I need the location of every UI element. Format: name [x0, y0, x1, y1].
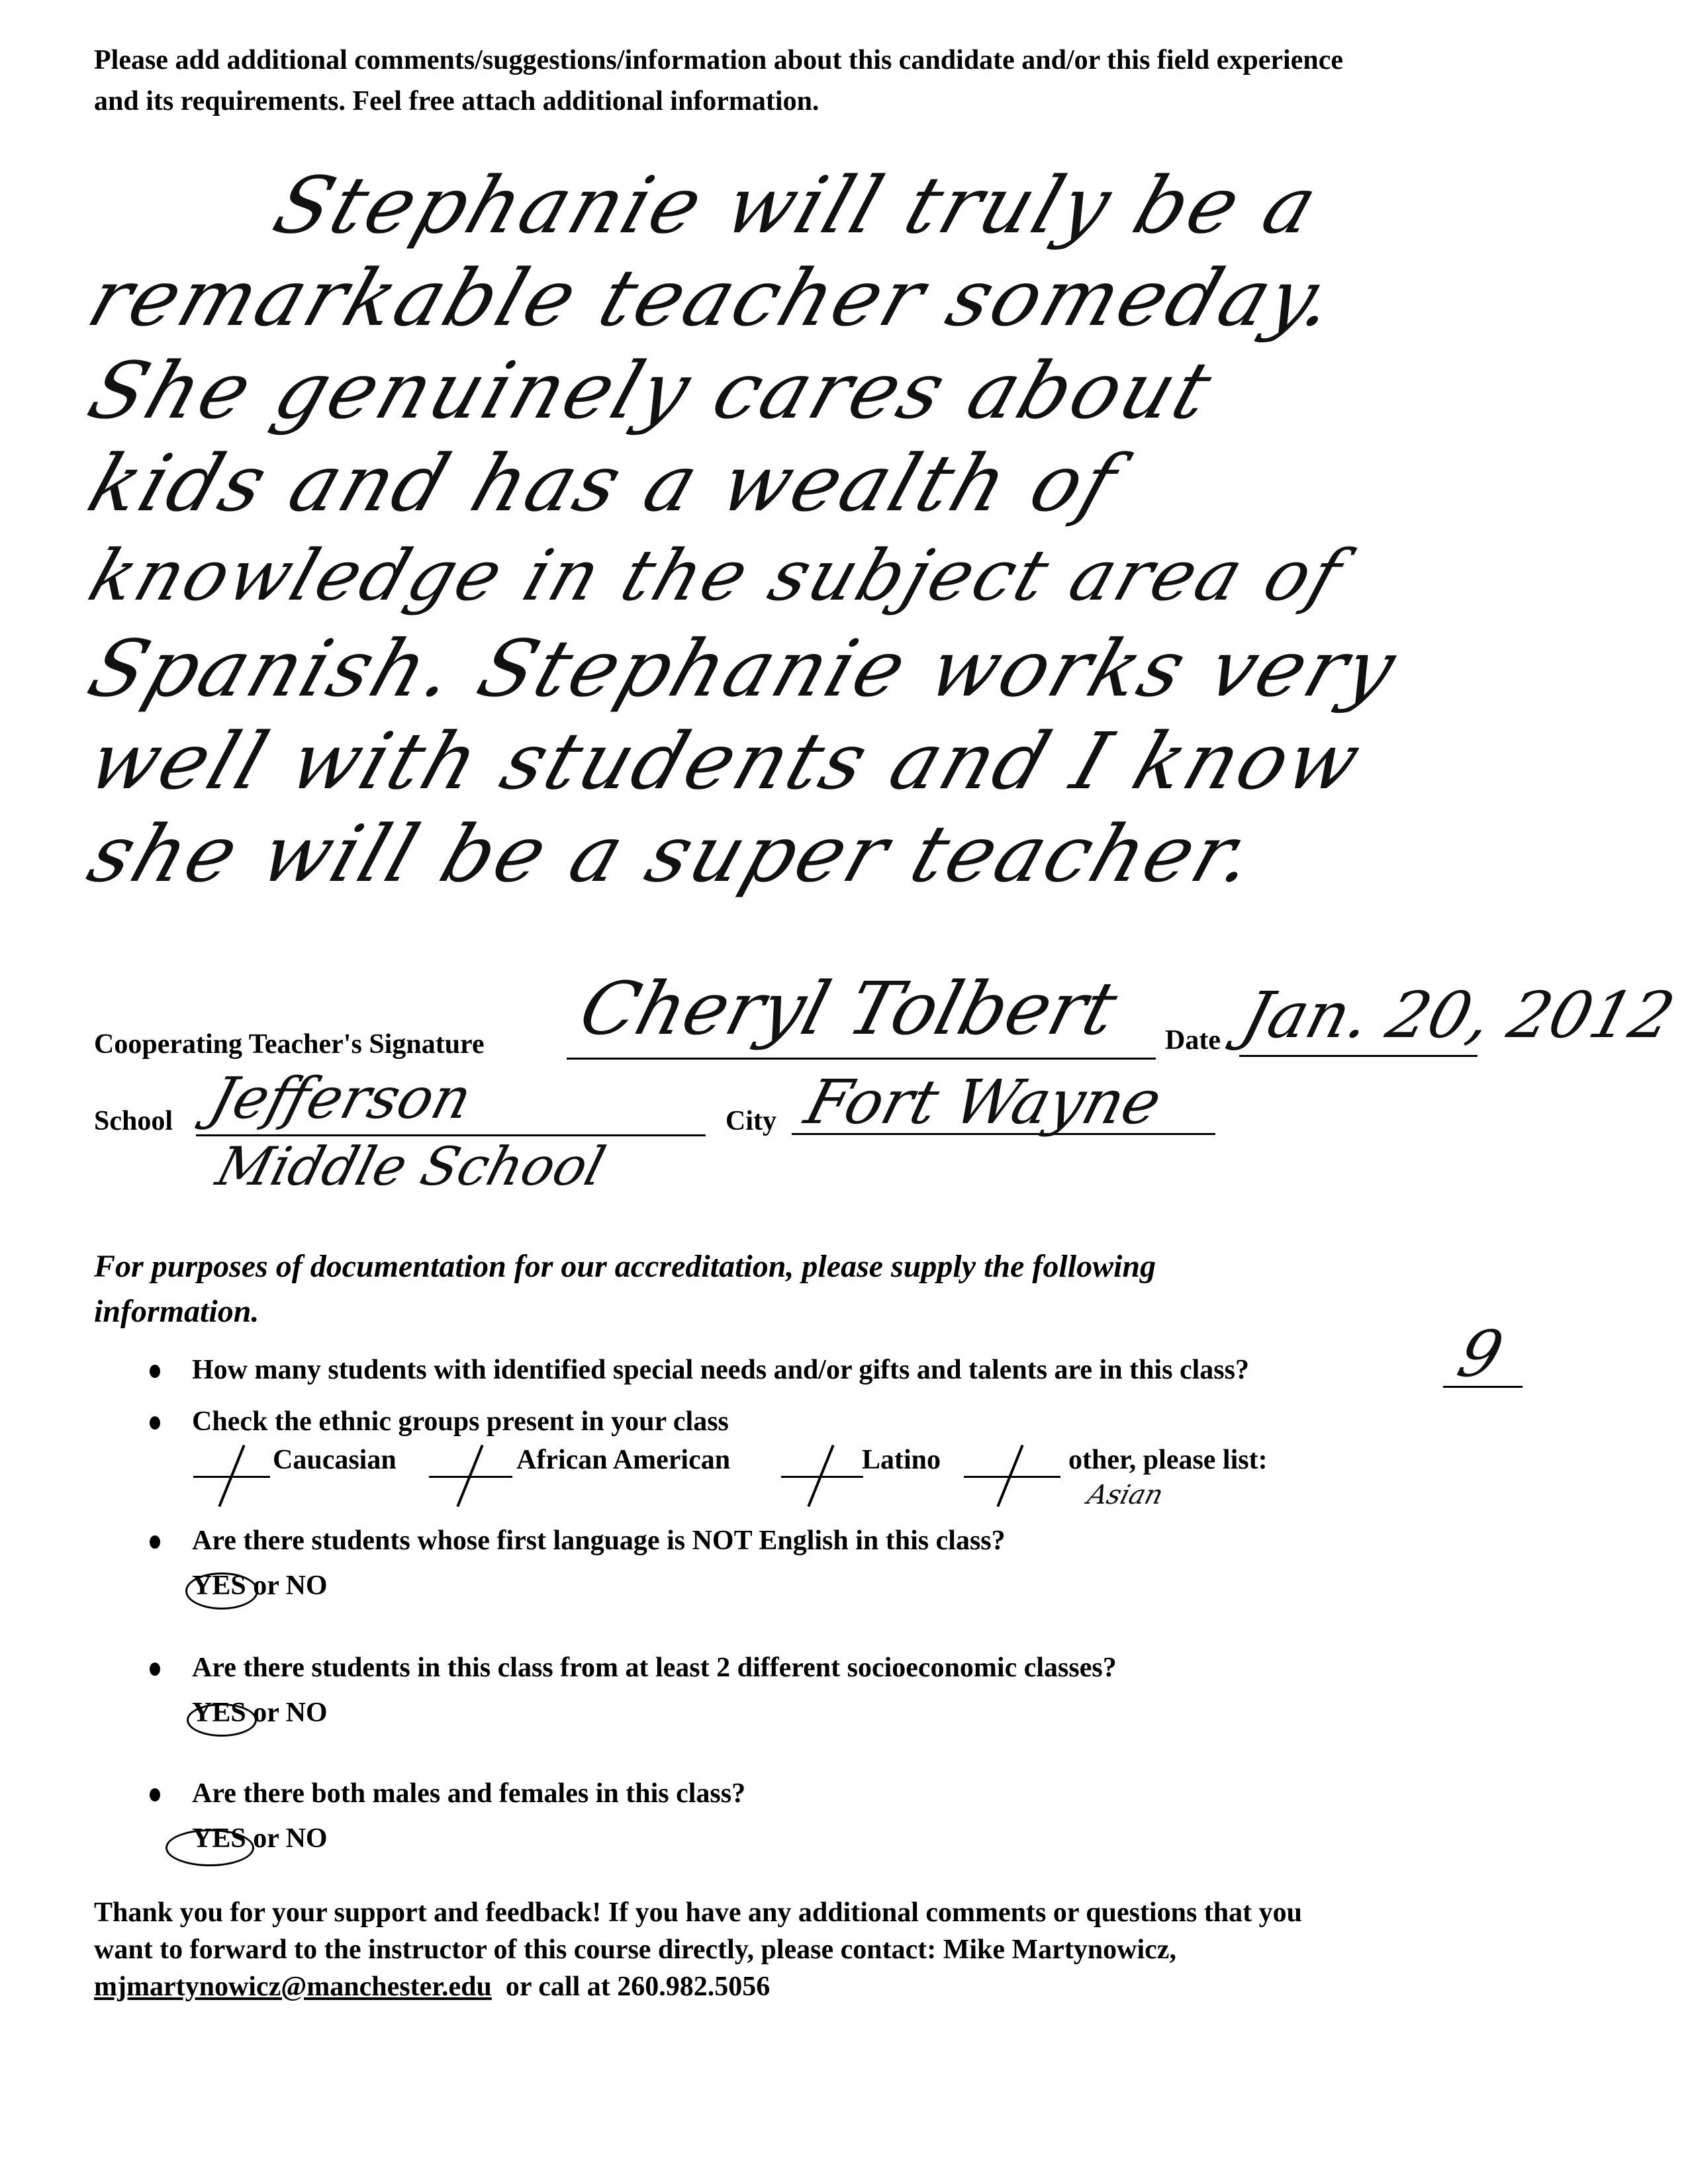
footer-line-1: Thank you for your support and feedback! If you have any additional comments or questions that you [94, 1897, 1302, 1928]
or-text: or [253, 1570, 279, 1601]
comment-line: she will be a super teacher. [77, 808, 1270, 899]
yes-option[interactable]: YES [192, 1698, 246, 1728]
other-check-line[interactable] [964, 1476, 1060, 1478]
comment-line: remarkable teacher someday. [77, 252, 1350, 343]
signature-value[interactable]: Cheryl Tolbert [571, 966, 1126, 1051]
accreditation-heading-line-1: For purposes of documentation for our accreditation, please supply the following [94, 1249, 1156, 1284]
question-special-needs: How many students with identified special needs and/or gifts and talents are in this class? [192, 1355, 1249, 1385]
phone-text: or call at 260.982.5056 [491, 1972, 771, 2002]
date-label: Date [1165, 1025, 1221, 1056]
city-label: City [726, 1106, 776, 1136]
bullet-icon [150, 1662, 160, 1676]
comment-line: Stephanie will truly be a [263, 159, 1331, 251]
school-value-line-1[interactable]: Jefferson [203, 1066, 479, 1132]
email-link[interactable]: mjmartynowicz@manchester.edu [94, 1972, 492, 2002]
footer-contact [94, 1894, 1302, 2005]
comment-line: well with students and I know [77, 715, 1374, 807]
no-option[interactable]: NO [285, 1570, 328, 1601]
yes-option[interactable]: YES [192, 1570, 246, 1601]
intro-instructions [94, 40, 1343, 122]
signature-label: Cooperating Teacher's Signature [94, 1029, 485, 1060]
footer-line-2: want to forward to the instructor of this course directly, please contact: Mike Martynowicz, [94, 1934, 1176, 1965]
bullet-icon [150, 1535, 160, 1549]
yes-option[interactable]: YES [192, 1823, 246, 1854]
comment-line: Spanish. Stephanie works very [77, 623, 1410, 714]
footer-line-3 [94, 1968, 1302, 2005]
option-african-american: African American [516, 1445, 731, 1475]
intro-line-1: Please add additional comments/suggestions/information about this candidate and/or this field experience [94, 45, 1343, 75]
accreditation-heading-line-2: information. [94, 1294, 259, 1329]
date-value[interactable]: Jan. 20, 2012 [1234, 978, 1683, 1052]
bullet-icon [150, 1416, 160, 1430]
option-caucasian: Caucasian [273, 1445, 397, 1475]
date-line [1239, 1055, 1477, 1057]
question-males-females: Are there both males and females in this class? [192, 1778, 746, 1809]
special-needs-answer[interactable]: 9 [1450, 1317, 1511, 1391]
latino-check-line[interactable] [781, 1476, 863, 1478]
other-value[interactable]: Asian [1084, 1480, 1166, 1510]
signature-line [567, 1058, 1156, 1060]
option-other: other, please list: [1068, 1445, 1268, 1475]
city-value[interactable]: Fort Wayne [798, 1067, 1169, 1138]
school-label: School [94, 1106, 173, 1136]
school-value-line-2[interactable]: Middle School [210, 1136, 612, 1197]
or-text: or [253, 1823, 279, 1854]
comment-line: kids and has a wealth of [77, 437, 1131, 529]
intro-line-2: and its requirements. Feel free attach additional information. [94, 86, 820, 116]
handwritten-comment [77, 159, 1410, 900]
question-first-language: Are there students whose first language is NOT English in this class? [192, 1525, 1006, 1556]
no-option[interactable]: NO [285, 1823, 328, 1854]
yes-circle-mark [185, 1572, 258, 1610]
question-socioeconomic: Are there students in this class from at least 2 different socioeconomic classes? [192, 1653, 1117, 1683]
bullet-icon [150, 1788, 160, 1801]
no-option[interactable]: NO [285, 1698, 328, 1728]
comment-line: knowledge in the subject area of [79, 535, 1354, 616]
yes-circle-mark [165, 1829, 254, 1866]
accreditation-heading [94, 1244, 1156, 1334]
comment-line: She genuinely cares about [77, 345, 1225, 436]
question-ethnic-groups: Check the ethnic groups present in your class [192, 1406, 729, 1437]
bullet-icon [150, 1365, 160, 1378]
yes-circle-mark [187, 1704, 257, 1737]
or-text: or [253, 1698, 279, 1728]
option-latino: Latino [862, 1445, 941, 1475]
